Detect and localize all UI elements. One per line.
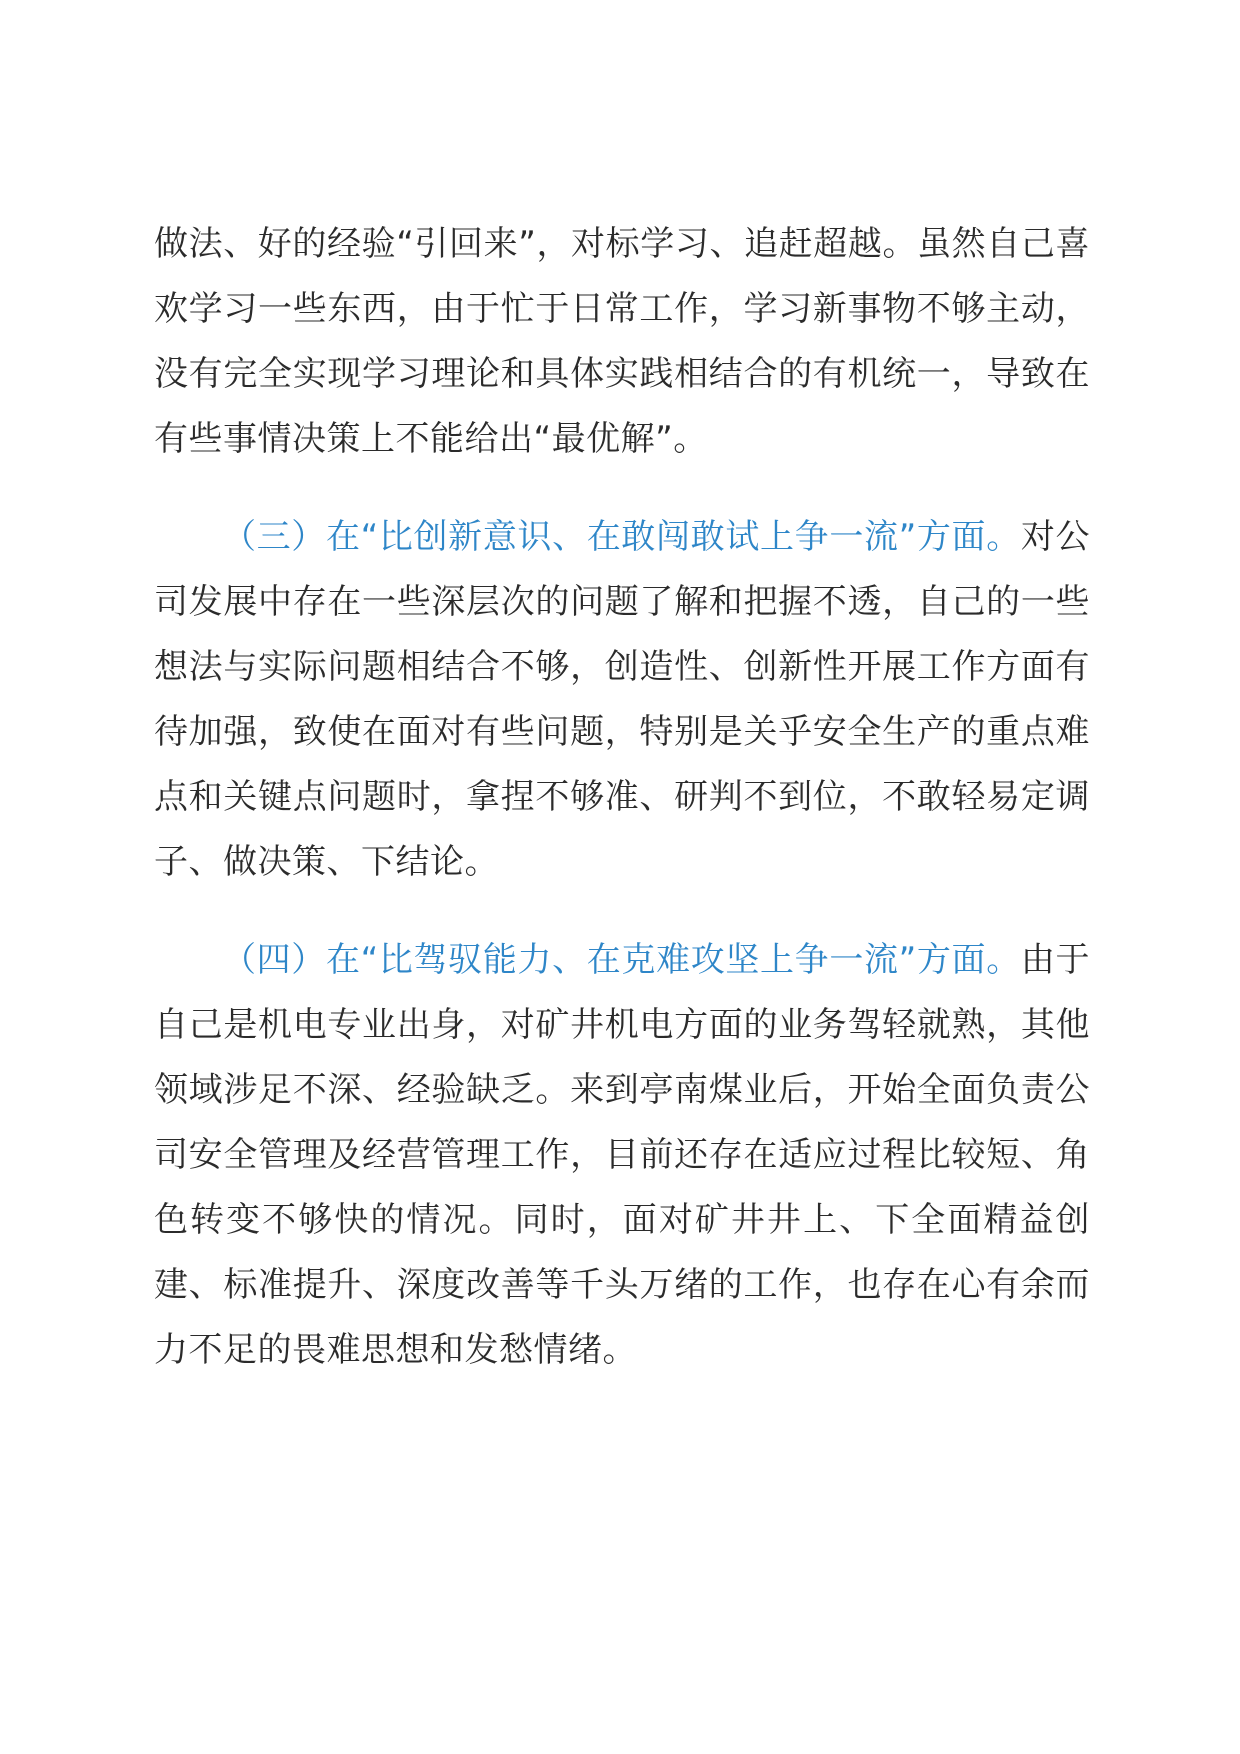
paragraph-continuation — [154, 212, 1090, 472]
paragraph-body: 对公司发展中存在一些深层次的问题了解和把握不透，自己的一些想法与实际问题相结合不够，创造性、创新性开展工作方面有待加强，致使在面对有些问题，特别是关乎安全生产的重点难点和关键点问题时，拿捏不够准、研判不到位，不敢轻易定调子、做决策、下结论。 — [154, 517, 1090, 882]
paragraph-section-3 — [154, 505, 1090, 895]
section-heading: （四）在“比驾驭能力、在克难攻坚上争一流”方面。 — [222, 940, 1021, 980]
paragraph-section-4 — [154, 928, 1090, 1383]
paragraph-body: 做法、好的经验“引回来”，对标学习、追赶超越。虽然自己喜欢学习一些东西，由于忙于日常工作，学习新事物不够主动，没有完全实现学习理论和具体实践相结合的有机统一，导致在有些事情决策上不能给出“最优解”。 — [154, 224, 1090, 459]
document-page — [154, 212, 1090, 1383]
paragraph-body: 由于自己是机电专业出身，对矿井机电方面的业务驾轻就熟，其他领域涉足不深、经验缺乏。来到亭南煤业后，开始全面负责公司安全管理及经营管理工作，目前还存在适应过程比较短、角色转变不够快的情况。同时，面对矿井井上、下全面精益创建、标准提升、深度改善等千头万绪的工作，也存在心有余而力不足的畏难思想和发愁情绪。 — [154, 940, 1090, 1370]
section-heading: （三）在“比创新意识、在敢闯敢试上争一流”方面。 — [222, 517, 1021, 557]
